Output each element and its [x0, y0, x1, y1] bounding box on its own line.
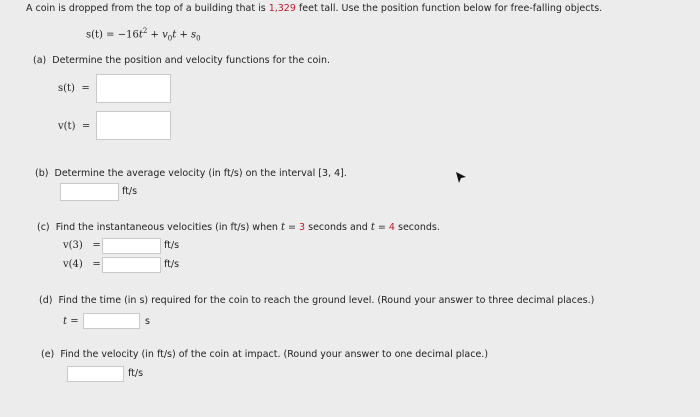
v3-eq: =	[92, 240, 101, 251]
part-c-prefix: Find the instantaneous velocities (in ft/s) when	[55, 222, 281, 233]
time-input[interactable]	[83, 313, 140, 329]
part-c-question	[37, 222, 440, 233]
formula-s-sub: 0	[196, 34, 201, 43]
formula-var-t: t	[138, 29, 143, 41]
part-a-question	[33, 55, 330, 66]
part-b-interval: [3, 4]	[318, 168, 344, 179]
position-formula	[86, 27, 201, 42]
part-a-label: (a)	[33, 55, 47, 66]
time-label-row	[63, 316, 79, 327]
part-c-t1: 3	[299, 222, 306, 233]
part-c-t-var-2: t	[370, 222, 375, 233]
formula-plus-1: +	[150, 29, 159, 41]
intro-suffix: feet tall. Use the position function below for free-falling objects.	[295, 3, 603, 14]
part-d-text: Find the time (in s) required for the coin to reach the ground level. (Round your answer to three decimal places.)	[58, 295, 595, 306]
avg-velocity-input[interactable]	[60, 183, 119, 201]
formula-plus-2: +	[179, 29, 188, 41]
v3-label-row	[63, 240, 101, 251]
formula-v: v	[162, 29, 168, 41]
part-c-label: (c)	[37, 222, 50, 233]
s-t-input[interactable]	[96, 74, 171, 103]
formula-coef: −16	[117, 29, 139, 41]
v-t-input[interactable]	[96, 111, 171, 140]
part-c-eq-1: =	[288, 222, 297, 233]
v4-unit: ft/s	[164, 259, 180, 270]
impact-velocity-unit: ft/s	[128, 368, 144, 379]
formula-eq: =	[106, 29, 115, 41]
v4-label-row	[63, 259, 101, 270]
s-t-eq: =	[81, 83, 90, 94]
avg-velocity-unit: ft/s	[122, 186, 138, 197]
v-t-eq: =	[81, 121, 91, 132]
v3-label: v(3)	[63, 240, 83, 251]
part-d-question	[39, 295, 594, 306]
part-e-label: (e)	[41, 349, 55, 360]
v3-input[interactable]	[102, 238, 161, 254]
intro-prefix: A coin is dropped from the top of a building that is	[26, 3, 269, 14]
part-b-label: (b)	[35, 168, 49, 179]
formula-s: s	[191, 29, 197, 41]
v4-label: v(4)	[63, 259, 83, 270]
part-c-suffix: seconds.	[394, 222, 440, 233]
impact-velocity-input[interactable]	[67, 366, 124, 382]
v-t-label: v(t)	[58, 121, 76, 132]
part-c-mid: seconds and	[305, 222, 371, 233]
part-e-question	[41, 349, 488, 360]
formula-t: t	[172, 29, 177, 41]
part-d-label: (d)	[39, 295, 53, 306]
part-b-question	[35, 168, 347, 179]
v-t-label-row	[58, 121, 90, 132]
v4-eq: =	[92, 259, 101, 270]
formula-lhs: s(t)	[86, 29, 103, 41]
part-e-text: Find the velocity (in ft/s) of the coin at impact. (Round your answer to one decimal place.)	[60, 349, 489, 360]
s-t-label: s(t)	[58, 83, 75, 94]
time-unit: s	[145, 316, 150, 327]
time-label: t	[63, 316, 68, 327]
formula-v-sub: 0	[167, 34, 173, 43]
part-b-suffix: .	[343, 168, 347, 179]
formula-exp: 2	[142, 27, 148, 35]
part-b-prefix: Determine the average velocity (in ft/s) on the interval	[54, 168, 319, 179]
time-eq: =	[70, 316, 79, 327]
s-t-label-row	[58, 83, 90, 94]
part-c-t-var: t	[280, 222, 286, 233]
part-c-t2: 4	[388, 222, 395, 233]
mouse-cursor-icon	[455, 171, 469, 185]
part-a-text: Determine the position and velocity functions for the coin.	[52, 55, 331, 66]
problem-intro	[26, 3, 602, 14]
part-c-eq-2: =	[377, 222, 386, 233]
v3-unit: ft/s	[164, 240, 180, 251]
building-height: 1,329	[268, 3, 296, 14]
v4-input[interactable]	[102, 257, 161, 273]
